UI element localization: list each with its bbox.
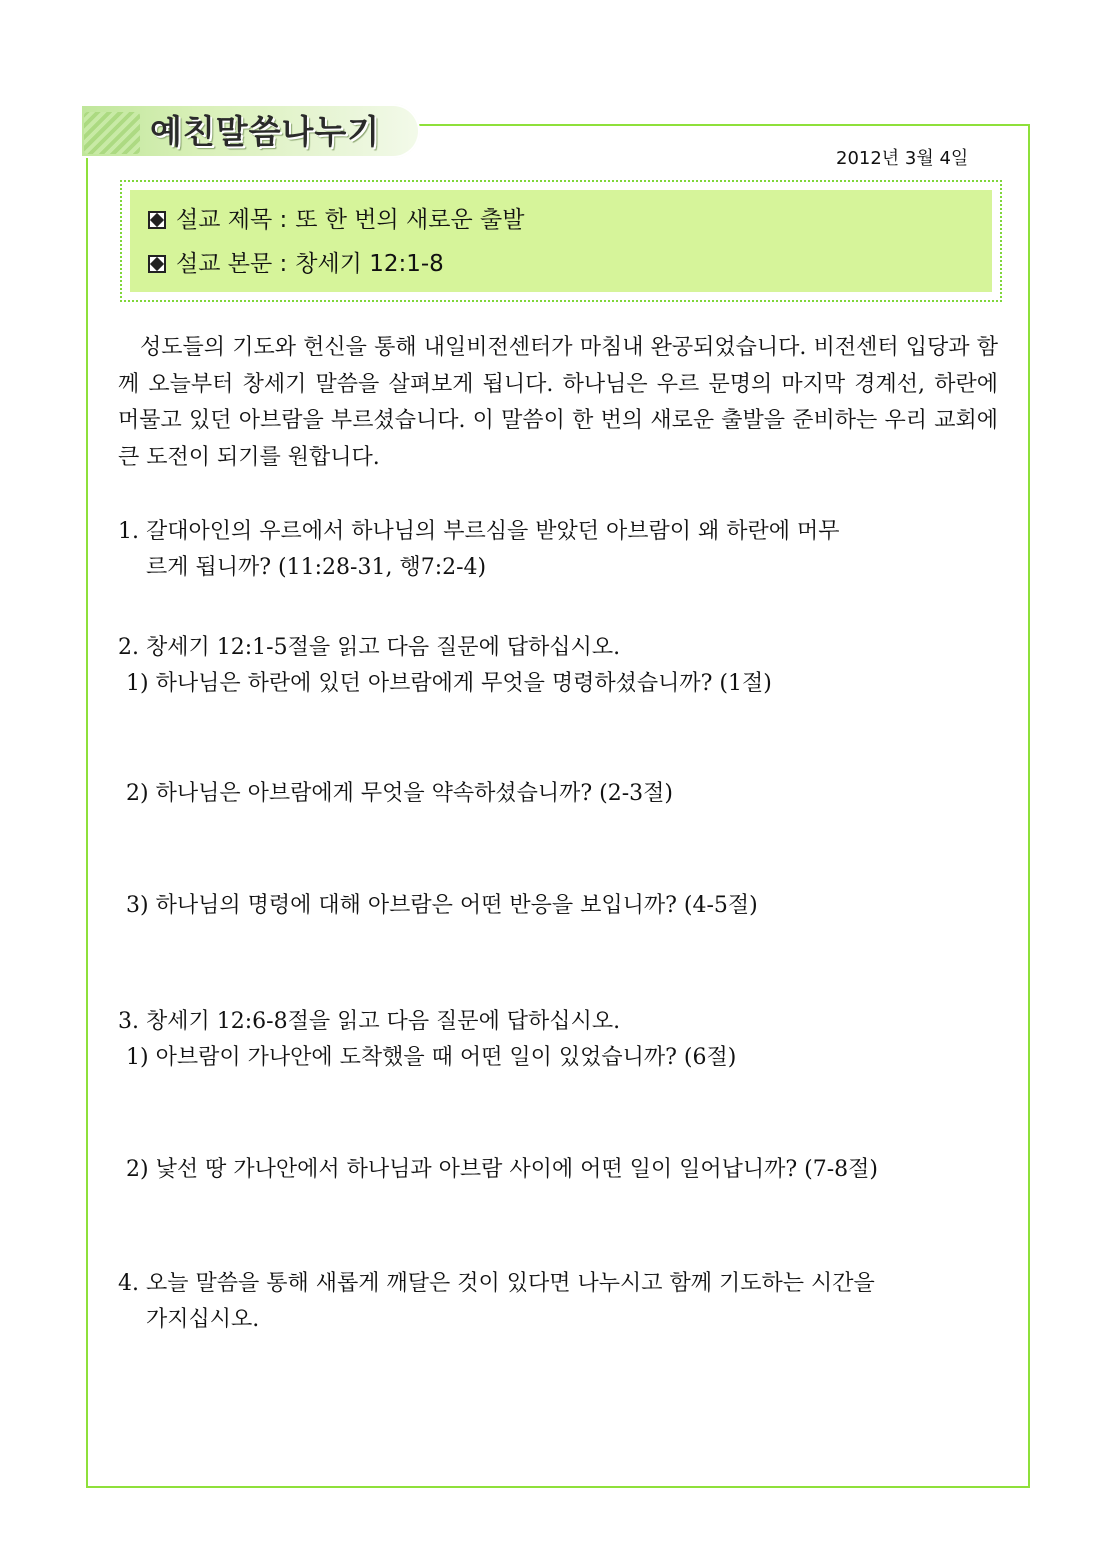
- question-4-line-2: 가지십시오.: [146, 1307, 260, 1332]
- question-2-2: 2) 하나님은 아브람에게 무엇을 약속하셨습니까? (2-3절): [126, 781, 673, 806]
- question-2-1: 1) 하나님은 하란에 있던 아브람에게 무엇을 명령하셨습니까? (1절): [126, 671, 772, 696]
- page-title: 예친말씀나누기: [150, 112, 381, 151]
- question-1-line-2: 르게 됩니까? (11:28-31, 행7:2-4): [146, 555, 487, 580]
- diamond-bullet-icon: [148, 211, 166, 229]
- sermon-text-label: 설교 본문 :: [176, 251, 288, 277]
- question-2: 2. 창세기 12:1-5절을 읽고 다음 질문에 답하십시오.: [118, 635, 621, 660]
- question-1: [118, 514, 998, 586]
- sermon-title-label: 설교 제목 :: [176, 207, 288, 233]
- diamond-bullet-icon: [148, 255, 166, 273]
- sermon-info-inner: [130, 190, 992, 292]
- question-1-line-1: 1. 갈대아인의 우르에서 하나님의 부르심을 받았던 아브람이 왜 하란에 머무: [118, 519, 840, 544]
- question-4-line-1: 4. 오늘 말씀을 통해 새롭게 깨달은 것이 있다면 나누시고 함께 기도하는 시간을: [118, 1271, 875, 1296]
- question-4: [118, 1266, 998, 1338]
- sermon-title-row: [148, 198, 992, 242]
- sermon-title-value: 또 한 번의 새로운 출발: [295, 207, 525, 233]
- date: 2012년 3월 4일: [836, 148, 969, 169]
- question-2-3: 3) 하나님의 명령에 대해 아브람은 어떤 반응을 보입니까? (4-5절): [126, 893, 758, 918]
- sermon-info-box: [120, 180, 1002, 302]
- banner-decoration: [84, 112, 140, 154]
- sermon-text-row: [148, 242, 992, 286]
- intro-paragraph: 성도들의 기도와 헌신을 통해 내일비전센터가 마침내 완공되었습니다. 비전센터 입당과 함께 오늘부터 창세기 말씀을 살펴보게 됩니다. 하나님은 우르 문명의 마지막 경계선, 하란에 머물고 있던 아브람을 부르셨습니다. 이 말씀이 한 번의 새로운 출발을 준비하는 우리 교회에 큰 도전이 되기를 원합니다.: [118, 335, 998, 470]
- question-3-2: 2) 낯선 땅 가나안에서 하나님과 아브람 사이에 어떤 일이 일어납니까? (7-8절): [126, 1157, 878, 1182]
- question-3-1: 1) 아브람이 가나안에 도착했을 때 어떤 일이 있었습니까? (6절): [126, 1045, 737, 1070]
- question-3: 3. 창세기 12:6-8절을 읽고 다음 질문에 답하십시오.: [118, 1009, 621, 1034]
- sermon-text-value: 창세기 12:1-8: [295, 251, 444, 277]
